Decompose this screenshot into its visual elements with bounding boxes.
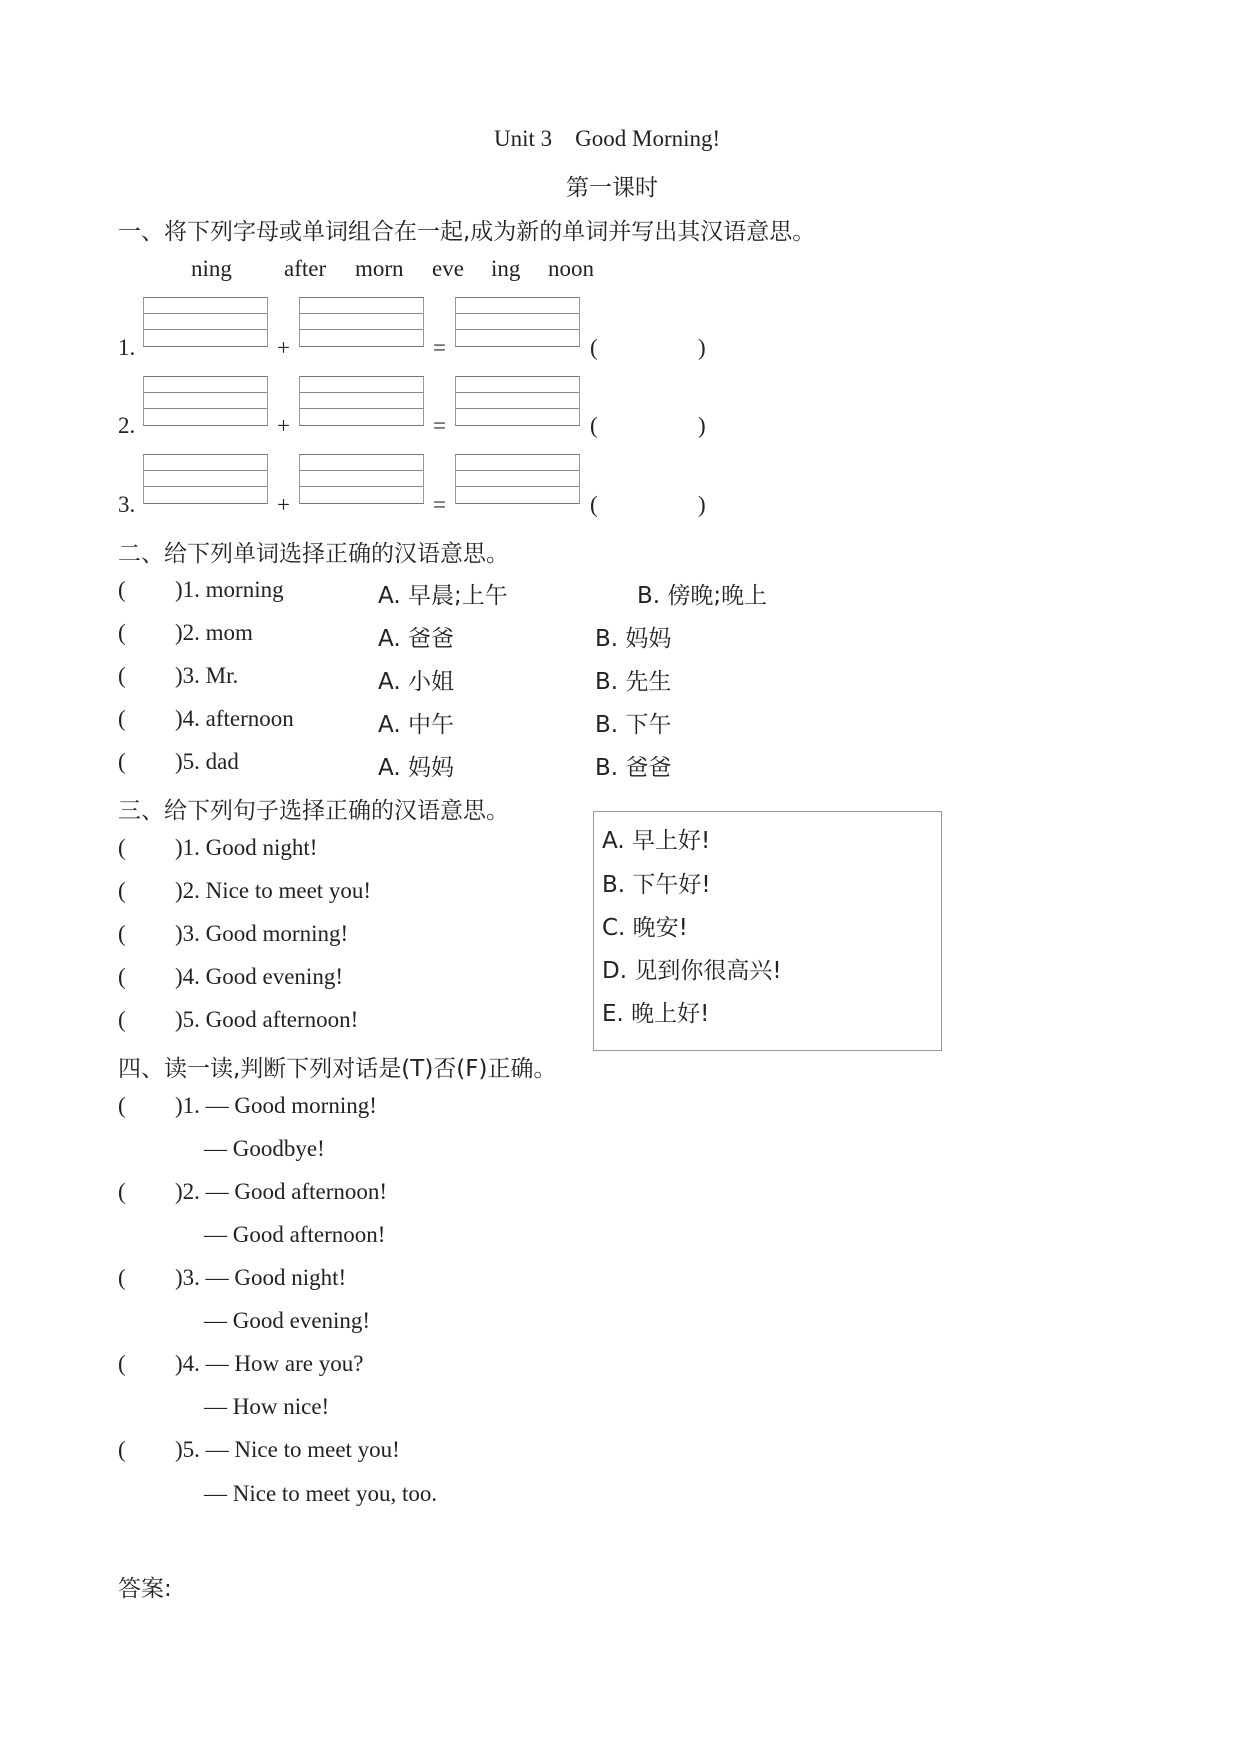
option-item: C. 晚安!: [602, 915, 688, 941]
plus-sign: +: [277, 335, 290, 360]
option-b: B. 先生: [595, 669, 672, 695]
option-a: A. 爸爸: [378, 626, 454, 652]
option-b: B. 妈妈: [595, 626, 672, 652]
section2-heading: 二、给下列单词选择正确的汉语意思。: [118, 541, 509, 567]
option-a: A. 中午: [378, 712, 454, 738]
writing-box[interactable]: [143, 376, 268, 426]
answers-label: 答案:: [118, 1576, 172, 1602]
writing-box[interactable]: [455, 376, 580, 426]
fragment: ing: [491, 256, 521, 281]
answer-paren: (: [118, 577, 126, 602]
option-a: A. 妈妈: [378, 755, 454, 781]
answer-paren: (: [118, 1179, 126, 1204]
answer-paren: (: [118, 1351, 126, 1376]
answer-paren-open: (: [590, 492, 598, 517]
answer-paren: (: [118, 964, 126, 989]
answer-paren-open: (: [590, 335, 598, 360]
dialogue-reply: — Good evening!: [204, 1308, 371, 1333]
fragment: eve: [432, 256, 464, 281]
question-sentence: )3. Good morning!: [175, 921, 349, 946]
answer-paren-close: ): [698, 335, 706, 360]
option-item: A. 早上好!: [602, 828, 711, 854]
answer-paren: (: [118, 835, 126, 860]
option-item: D. 见到你很高兴!: [602, 958, 782, 984]
question-word: )5. dad: [175, 749, 239, 774]
section1-heading: 一、将下列字母或单词组合在一起,成为新的单词并写出其汉语意思。: [118, 219, 816, 245]
fragment: noon: [548, 256, 594, 281]
question-sentence: )4. Good evening!: [175, 964, 343, 989]
dialogue-line: )1. — Good morning!: [175, 1093, 377, 1118]
plus-sign: +: [277, 413, 290, 438]
question-word: )3. Mr.: [175, 663, 239, 688]
answer-paren: (: [118, 663, 126, 688]
question-sentence: )1. Good night!: [175, 835, 318, 860]
row-number: 3.: [118, 492, 136, 517]
answer-paren: (: [118, 878, 126, 903]
option-item: E. 晚上好!: [602, 1001, 710, 1027]
fragment: after: [284, 256, 327, 281]
dialogue-line: )3. — Good night!: [175, 1265, 347, 1290]
answer-paren-open: (: [590, 413, 598, 438]
lesson-label: 第一课时: [566, 175, 658, 201]
dialogue-reply: — How nice!: [204, 1394, 330, 1419]
equals-sign: =: [433, 492, 446, 517]
plus-sign: +: [277, 492, 290, 517]
writing-box[interactable]: [455, 297, 580, 347]
option-b: B. 傍晚;晚上: [637, 583, 768, 609]
writing-box[interactable]: [143, 297, 268, 347]
answer-paren-close: ): [698, 492, 706, 517]
option-b: B. 爸爸: [595, 755, 672, 781]
answer-paren: (: [118, 706, 126, 731]
question-word: )2. mom: [175, 620, 253, 645]
row-number: 1.: [118, 335, 136, 360]
dialogue-reply: — Goodbye!: [204, 1136, 325, 1161]
page-title: Unit 3 Good Morning!: [494, 126, 721, 151]
writing-box[interactable]: [299, 297, 424, 347]
writing-box[interactable]: [455, 454, 580, 504]
answer-paren: (: [118, 1437, 126, 1462]
option-item: B. 下午好!: [602, 872, 711, 898]
option-a: A. 小姐: [378, 669, 454, 695]
option-a: A. 早晨;上午: [378, 583, 508, 609]
answer-paren: (: [118, 1265, 126, 1290]
dialogue-reply: — Good afternoon!: [204, 1222, 386, 1247]
equals-sign: =: [433, 413, 446, 438]
writing-box[interactable]: [299, 376, 424, 426]
equals-sign: =: [433, 335, 446, 360]
dialogue-line: )4. — How are you?: [175, 1351, 364, 1376]
option-b: B. 下午: [595, 712, 672, 738]
dialogue-line: )5. — Nice to meet you!: [175, 1437, 400, 1462]
section4-heading: 四、读一读,判断下列对话是(T)否(F)正确。: [118, 1056, 557, 1082]
question-sentence: )2. Nice to meet you!: [175, 878, 372, 903]
question-word: )1. morning: [175, 577, 284, 602]
question-word: )4. afternoon: [175, 706, 294, 731]
answer-paren: (: [118, 1093, 126, 1118]
answer-paren: (: [118, 921, 126, 946]
dialogue-line: )2. — Good afternoon!: [175, 1179, 388, 1204]
answer-paren: (: [118, 749, 126, 774]
dialogue-reply: — Nice to meet you, too.: [204, 1481, 438, 1506]
writing-box[interactable]: [299, 454, 424, 504]
fragment: morn: [355, 256, 404, 281]
section3-heading: 三、给下列句子选择正确的汉语意思。: [118, 798, 509, 824]
answer-paren: (: [118, 1007, 126, 1032]
answer-paren-close: ): [698, 413, 706, 438]
fragment: ning: [191, 256, 232, 281]
row-number: 2.: [118, 413, 136, 438]
question-sentence: )5. Good afternoon!: [175, 1007, 359, 1032]
answer-paren: (: [118, 620, 126, 645]
writing-box[interactable]: [143, 454, 268, 504]
